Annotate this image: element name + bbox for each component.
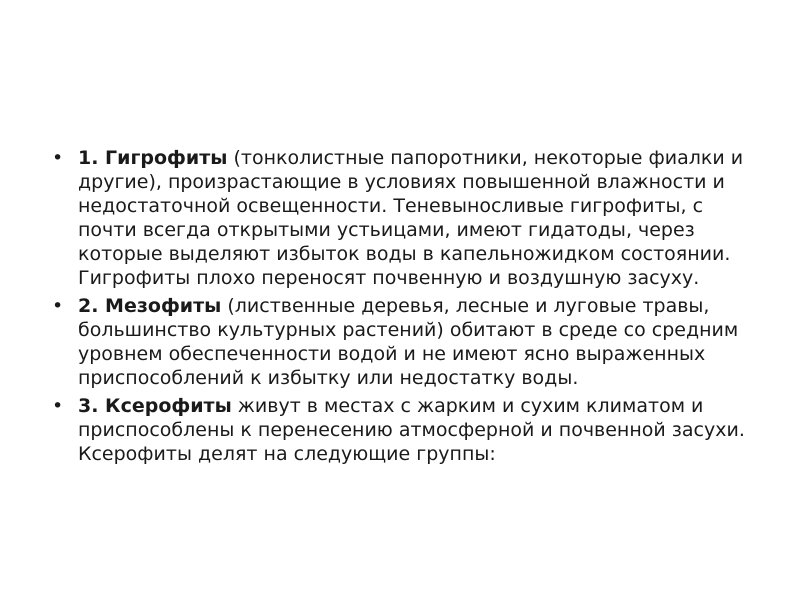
bullet-dot-icon: • bbox=[52, 147, 64, 169]
term-mesophytes: 2. Мезофиты bbox=[78, 295, 222, 317]
list-item-mesophytes bbox=[46, 294, 766, 390]
bullet-dot-icon: • bbox=[52, 295, 64, 317]
list-item-hygrophytes bbox=[46, 146, 766, 290]
description-hygrophytes: (тонколистные папоротники, некоторые фиалки и другие), произрастающие в условиях повышенной влажности и недостаточной освещенности. Теневыносливые гигрофиты, с почти всегда открытыми устьицами, имеют гидатоды, через которые выделяют избыток воды в капельножидком состоянии. Гигрофиты плохо переносят почвенную и воздушную засуху. bbox=[78, 147, 744, 289]
description-mesophytes: (лиственные деревья, лесные и луговые травы, большинство культурных растений) обитают в среде со средним уровнем обеспеченности водой и не имеют ясно выраженных приспособлений к избытку или недостатку воды. bbox=[78, 295, 739, 389]
bullet-dot-icon: • bbox=[52, 395, 64, 417]
list-item-xerophytes bbox=[46, 394, 766, 466]
bullet-list bbox=[46, 146, 766, 470]
term-hygrophytes: 1. Гигрофиты bbox=[78, 147, 228, 169]
description-xerophytes: живут в местах с жарким и сухим климатом и приспособлены к перенесению атмосферной и почвенной засухи. Ксерофиты делят на следующие группы: bbox=[78, 395, 745, 465]
term-xerophytes: 3. Ксерофиты bbox=[78, 395, 232, 417]
